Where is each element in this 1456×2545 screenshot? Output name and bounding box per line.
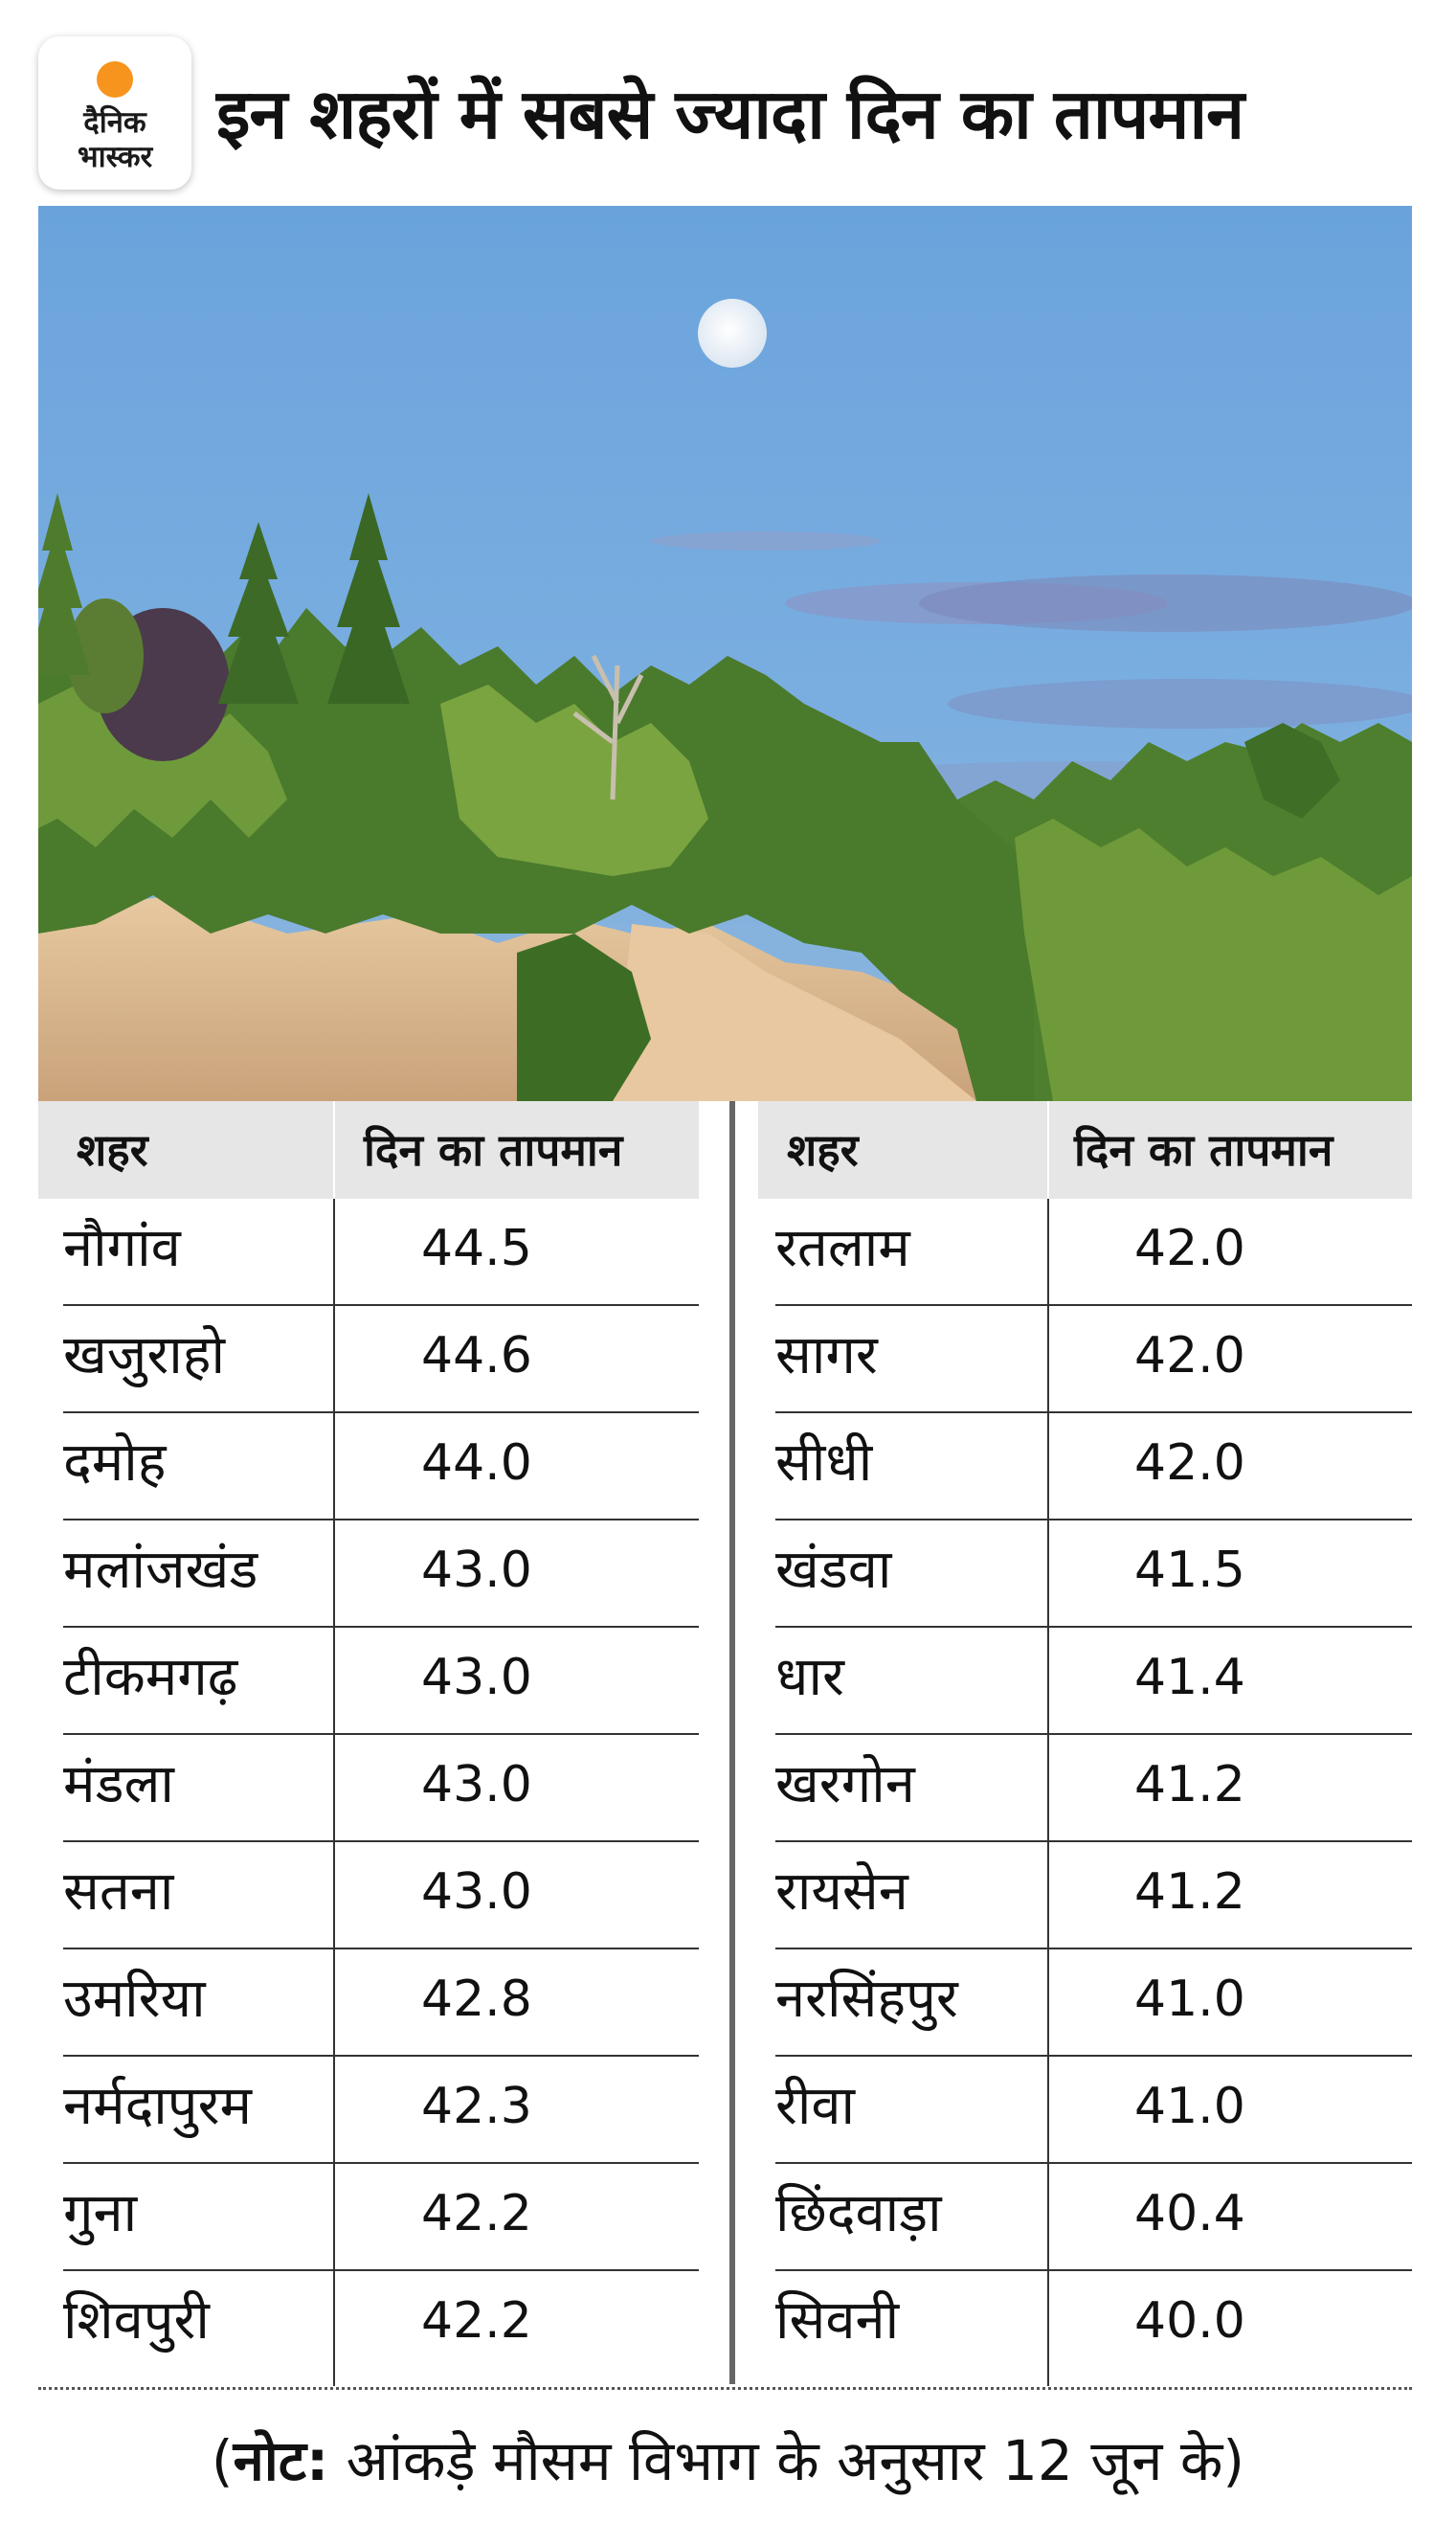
temperature-value: 41.2 [1134,1863,1245,1921]
table-row [758,2271,1412,2378]
city-name: खरगोन [775,1753,915,1815]
table-row [38,2164,699,2271]
table-row [758,1628,1412,1735]
table-row [38,2271,699,2378]
temperature-value: 44.5 [421,1220,532,1277]
dotted-divider [38,2387,1412,2390]
city-name: उमरिया [63,1968,206,2030]
temperature-value: 42.3 [421,2078,532,2135]
table-row [758,1735,1412,1842]
temperature-value: 42.2 [421,2292,532,2350]
table-body [758,1199,1412,2378]
note-text: आंकड़े मौसम विभाग के अनुसार 12 जून के) [328,2428,1245,2493]
temperature-value: 40.4 [1134,2185,1245,2242]
temperature-table-right [758,1101,1412,2378]
table-row [758,1306,1412,1413]
temperature-value: 43.0 [421,1542,532,1599]
moon-shape [698,299,767,368]
col-city-header: शहर [787,1124,859,1176]
header-divider [333,1101,335,1199]
table-row [758,1199,1412,1306]
city-name: रीवा [775,2075,856,2137]
city-name: मंडला [63,1753,174,1815]
table-header [758,1101,1412,1199]
page-title: इन शहरों में सबसे ज्यादा दिन का तापमान [216,74,1244,154]
table-row [758,1949,1412,2057]
city-name: छिंदवाड़ा [775,2182,942,2244]
city-name: दमोह [63,1431,167,1494]
city-name: नरसिंहपुर [775,1968,958,2030]
city-name: सतना [63,1860,174,1923]
table-divider [729,1101,735,2384]
table-row [758,2057,1412,2164]
col-temp-header: दिन का तापमान [1074,1124,1333,1176]
city-name: टीकमगढ़ [63,1646,238,1708]
footnote [0,2413,1456,2509]
city-name: मलांजखंड [63,1539,258,1601]
table-row [758,1413,1412,1520]
temperature-value: 41.0 [1134,2078,1245,2135]
temperature-value: 41.4 [1134,1649,1245,1706]
col-temp-header: दिन का तापमान [364,1124,623,1176]
brand-name-line2: भास्कर [77,140,153,174]
header [38,36,1417,194]
table-row [38,2057,699,2164]
table-row [758,1520,1412,1628]
table-row [758,1842,1412,1949]
brand-logo[interactable] [38,36,191,190]
col-city-header: शहर [77,1124,148,1176]
table-body [38,1199,699,2378]
table-row [38,1199,699,1306]
temperature-value: 42.0 [1134,1220,1245,1277]
note-label: नोट: [233,2428,329,2493]
temperature-table-left [38,1101,699,2378]
city-name: सीधी [775,1431,873,1494]
table-row [38,1628,699,1735]
temperature-value: 43.0 [421,1756,532,1813]
city-name: गुना [63,2182,138,2244]
temperature-value: 41.5 [1134,1542,1245,1599]
city-name: सागर [775,1324,878,1386]
temperature-value: 43.0 [421,1863,532,1921]
city-name: नौगांव [63,1217,181,1279]
city-name: खंडवा [775,1539,892,1601]
city-name: शिवपुरी [63,2289,210,2352]
table-header [38,1101,699,1199]
temperature-value: 42.2 [421,2185,532,2242]
temperature-value: 41.0 [1134,1971,1245,2028]
temperature-value: 42.0 [1134,1434,1245,1492]
city-name: खजुराहो [63,1324,226,1386]
temperature-value: 41.2 [1134,1756,1245,1813]
table-row [758,2164,1412,2271]
city-name: नर्मदापुरम [63,2075,253,2137]
table-row [38,1413,699,1520]
temperature-value: 44.6 [421,1327,532,1385]
brand-name-line1: दैनिक [83,105,146,140]
table-row [38,1842,699,1949]
temperature-value: 43.0 [421,1649,532,1706]
sun-icon [97,61,133,98]
table-row [38,1520,699,1628]
city-name: रायसेन [775,1860,908,1923]
table-row [38,1949,699,2057]
temperature-value: 42.0 [1134,1327,1245,1385]
header-divider [1047,1101,1049,1199]
city-name: सिवनी [775,2289,900,2352]
table-row [38,1735,699,1842]
city-name: धार [775,1646,844,1708]
note-open-paren: ( [211,2428,234,2493]
temperature-value: 40.0 [1134,2292,1245,2350]
landscape-photo [38,206,1412,1101]
city-name: रतलाम [775,1217,910,1279]
table-row [38,1306,699,1413]
temperature-value: 44.0 [421,1434,532,1492]
temperature-value: 42.8 [421,1971,532,2028]
